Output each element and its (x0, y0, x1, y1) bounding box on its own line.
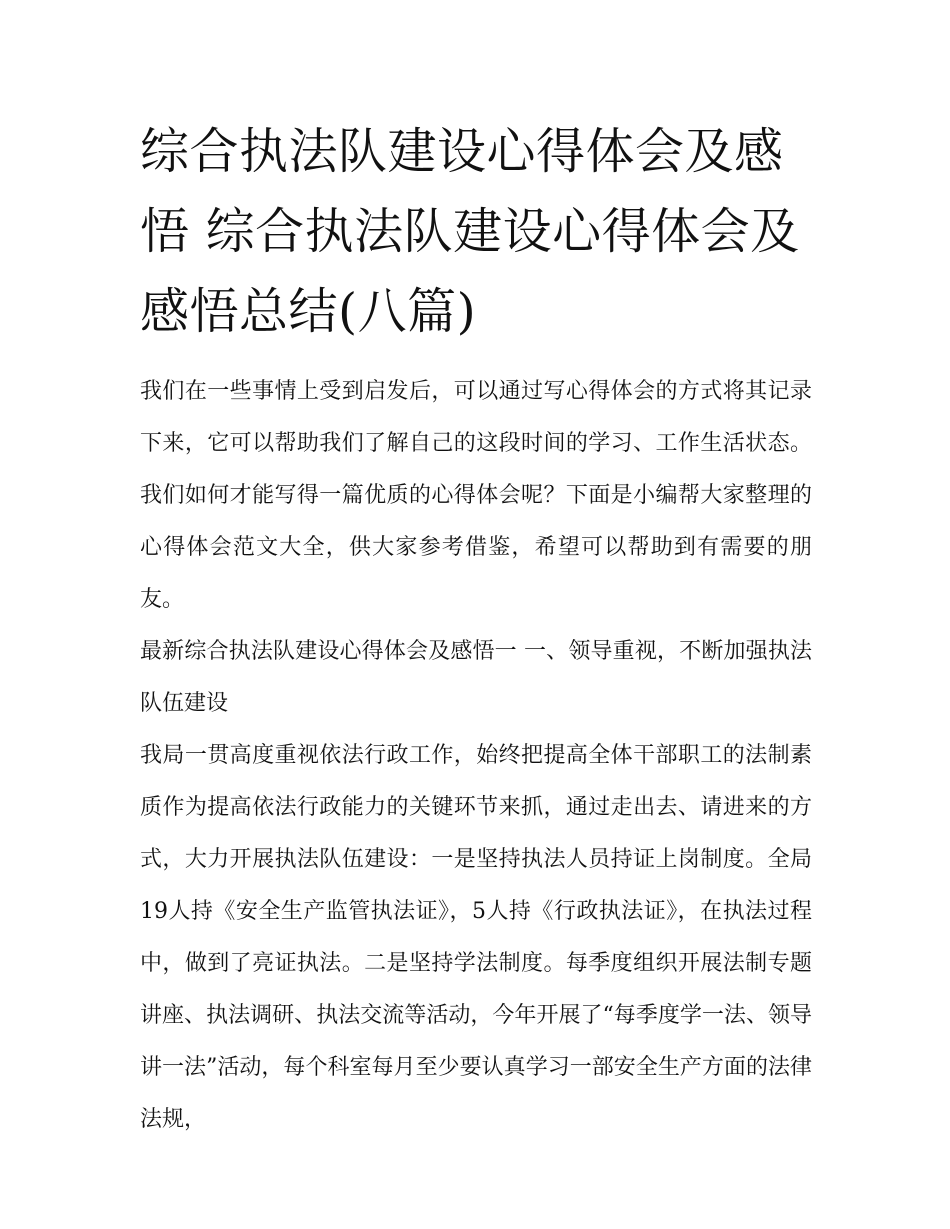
intro-paragraph: 我们在一些事情上受到启发后，可以通过写心得体会的方式将其记录下来，它可以帮助我们了解自己的这段时间的学习、工作生活状态。我们如何才能写得一篇优质的心得体会呢？下面是小编帮大家整理的心得体会范文大全，供大家参考借鉴，希望可以帮助到有需要的朋友。 (140, 379, 812, 612)
document-title: 综合执法队建设心得体会及感悟 综合执法队建设心得体会及感悟总结(八篇) (140, 123, 800, 340)
section-heading: 最新综合执法队建设心得体会及感悟一 一、领导重视，不断加强执法队伍建设 (140, 639, 812, 716)
document-page (140, 112, 812, 1146)
body-paragraph: 我局一贯高度重视依法行政工作，始终把提高全体干部职工的法制素质作为提高依法行政能力的关键环节来抓，通过走出去、请进来的方式，大力开展执法队伍建设：一是坚持执法人员持证上岗制度。全局19人持《安全生产监管执法证》，5人持《行政执法证》，在执法过程中，做到了亮证执法。二是坚持学法制度。每季度组织开展法制专题讲座、执法调研、执法交流等活动，今年开展了“每季度学一法、领导讲一法”活动，每个科室每月至少要认真学习一部安全生产方面的法律法规， (140, 743, 812, 1132)
